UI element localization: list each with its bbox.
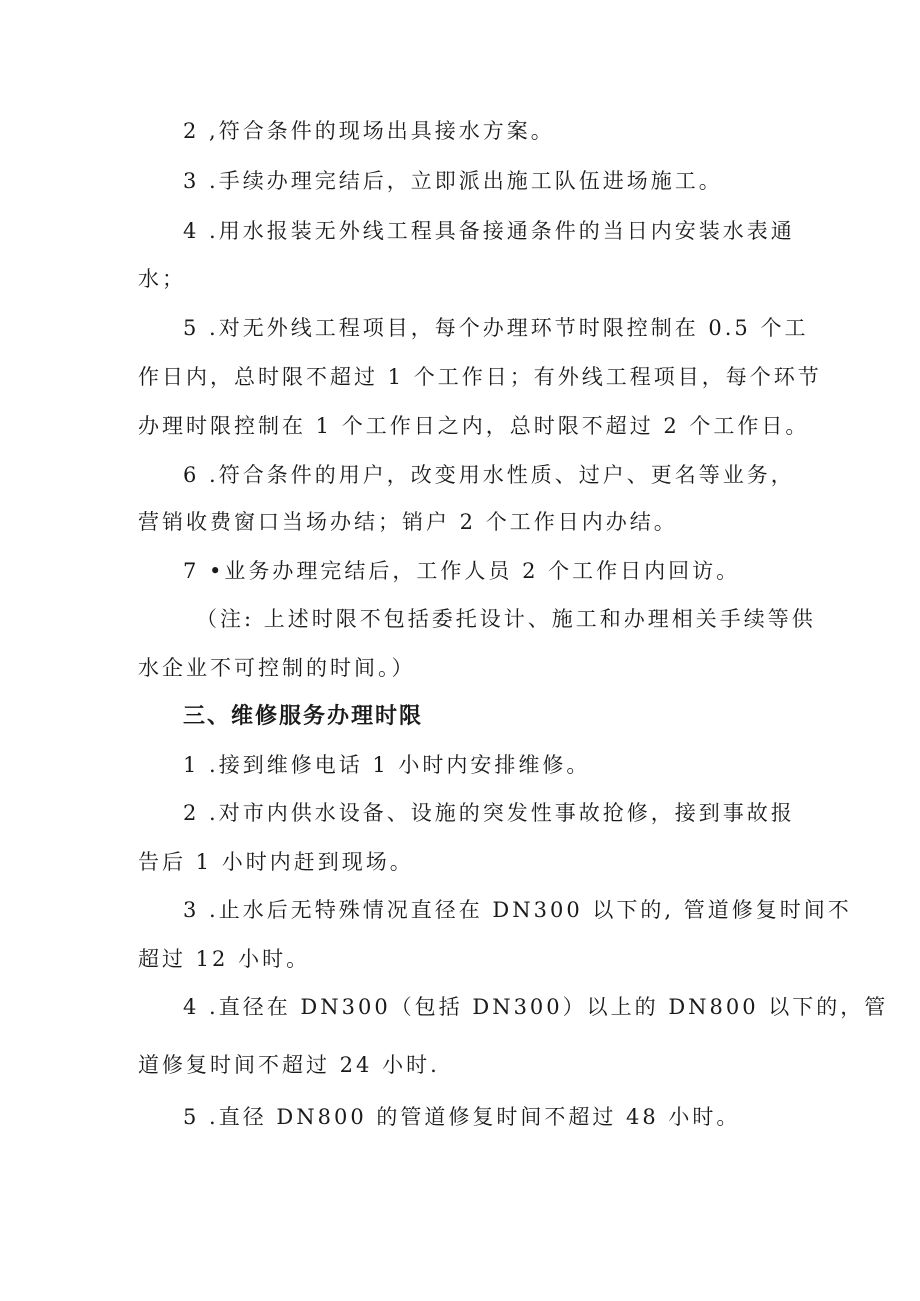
note-line-1: （注: 上述时限不包括委托设计、施工和办理相关手续等供 xyxy=(196,607,816,631)
item-5-line-2: 作日内，总时限不超过 1 个工作日；有外线工程项目，每个环节 xyxy=(138,365,822,389)
repair-item-2-line-1: 2 .对市内供水设备、设施的突发性事故抢修，接到事故报 xyxy=(183,801,795,825)
repair-item-3-line-1: 3 .止水后无特殊情况直径在 DN300 以下的, 管道修复时间不 xyxy=(183,898,852,922)
repair-item-5-line-1: 5 .直径 DN800 的管道修复时间不超过 48 小时。 xyxy=(183,1105,741,1129)
item-6-line-2: 营销收费窗口当场办结；销户 2 个工作日内办结。 xyxy=(138,510,678,534)
section-heading: 三、维修服务办理时限 xyxy=(183,704,424,729)
repair-item-3-line-2: 超过 12 小时。 xyxy=(138,947,311,971)
repair-item-4-line-1: 4 .直径在 DN300（包括 DN300）以上的 DN800 以下的，管 xyxy=(183,995,889,1019)
item-7-line-1: 7 •业务办理完结后，工作人员 2 个工作日内回访。 xyxy=(183,559,741,583)
item-6-line-1: 6 .符合条件的用户，改变用水性质、过户、更名等业务， xyxy=(183,463,795,487)
item-2-line-1: 2 ,符合条件的现场出具接水方案。 xyxy=(183,119,555,143)
repair-item-2-line-2: 告后 1 小时内赶到现场。 xyxy=(138,850,414,874)
note-line-2: 水企业不可控制的时间。） xyxy=(138,656,416,680)
item-5-line-1: 5 .对无外线工程项目，每个办理环节时限控制在 0.5 个工 xyxy=(183,316,809,340)
item-4-line-1: 4 .用水报装无外线工程具备接通条件的当日内安装水表通 xyxy=(183,219,795,243)
item-4-line-2: 水； xyxy=(138,267,186,291)
item-5-line-3: 办理时限控制在 1 个工作日之内，总时限不超过 2 个工作日。 xyxy=(138,414,810,438)
repair-item-4-line-2: 道修复时间不超过 24 小时. xyxy=(138,1053,440,1077)
repair-item-1-line-1: 1 .接到维修电话 1 小时内安排维修。 xyxy=(183,753,591,777)
item-3-line-1: 3 .手续办理完结后，立即派出施工队伍进场施工。 xyxy=(183,169,723,193)
